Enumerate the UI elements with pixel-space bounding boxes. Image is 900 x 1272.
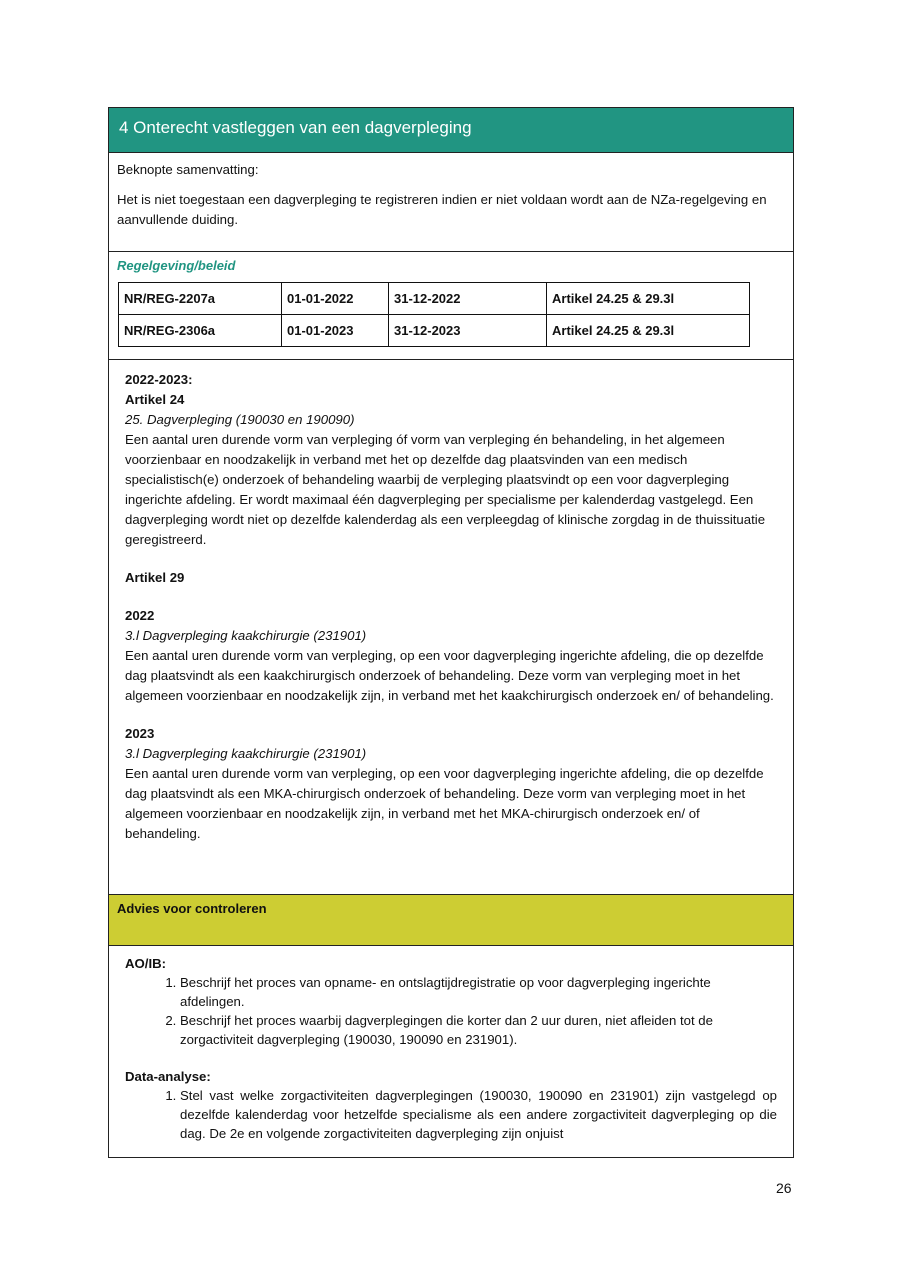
table-cell: 31-12-2023 bbox=[389, 315, 547, 347]
regulation-title: Regelgeving/beleid bbox=[117, 258, 236, 273]
year-2022-subheading: 3.l Dagverpleging kaakchirurgie (231901) bbox=[125, 628, 367, 643]
table-cell: 31-12-2022 bbox=[389, 283, 547, 315]
table-row bbox=[119, 315, 750, 347]
regulation-section bbox=[109, 252, 793, 360]
year-2023-subheading: 3.l Dagverpleging kaakchirurgie (231901) bbox=[125, 746, 367, 761]
regulation-table bbox=[118, 282, 750, 347]
page-number: 26 bbox=[776, 1180, 792, 1196]
article-24-heading: Artikel 24 bbox=[125, 392, 185, 407]
regulation-text-section bbox=[109, 360, 793, 895]
summary-text: Het is niet toegestaan een dagverpleging te registreren indien er niet voldaan wordt aan de NZa-regelgeving en aanvullende duiding. bbox=[117, 192, 767, 227]
table-cell: 01-01-2023 bbox=[282, 315, 389, 347]
section-title: 4 Onterecht vastleggen van een dagverpleging bbox=[109, 108, 793, 153]
list-item: 1. Beschrijf het proces van opname- en ontslagtijdregistratie op voor dagverpleging ingerichte afdelingen. bbox=[180, 973, 777, 1011]
aoib-list bbox=[125, 973, 777, 1049]
list-item: 2. Beschrijf het proces waarbij dagverplegingen die korter dan 2 uur duren, niet afleiden tot de zorgactiviteit dagverpleging (190030, 190090 en 231901). bbox=[180, 1011, 777, 1049]
table-cell: NR/REG-2306a bbox=[119, 315, 282, 347]
table-cell: Artikel 24.25 & 29.3l bbox=[547, 283, 750, 315]
year-2022-text: Een aantal uren durende vorm van verpleging, op een voor dagverpleging ingerichte afdeling, die op dezelfde dag plaatsvindt als een kaakchirurgisch onderzoek of behandeling. Deze vorm van verpleging moet in het algemeen voorzienbaar en noodzakelijk zijn, in verband met het kaakchirurgisch onderzoek en/ of behandeling. bbox=[125, 648, 774, 703]
table-row bbox=[119, 283, 750, 315]
year-2023-text: Een aantal uren durende vorm van verpleging, op een voor dagverpleging ingerichte afdeling, die op dezelfde dag plaatsvindt als een MKA-chirurgisch onderzoek of behandeling. Deze vorm van verpleging moet in het algemeen voorzienbaar en noodzakelijk zijn, in verband met het MKA-chirurgisch onderzoek en/ of behandeling. bbox=[125, 766, 764, 841]
article-24-subheading: 25. Dagverpleging (190030 en 190090) bbox=[125, 412, 355, 427]
year-2023-label: 2023 bbox=[125, 726, 155, 741]
article-24-text: Een aantal uren durende vorm van verpleging óf vorm van verpleging én behandeling, in het algemeen voorzienbaar en noodzakelijk in verband met het op dezelfde dag plaatsvinden van een medisch specialistisch(e) onderzoek of behandeling waarbij de verpleging plaatsvindt op een voor dagverpleging ingerichte afdeling. Er wordt maximaal één dagverpleging per specialisme per kalenderdag vastgelegd. Een dagverpleging wordt niet op dezelfde kalenderdag als een verpleegdag of klinische zorgdag in de thuissituatie geregistreerd. bbox=[125, 432, 766, 547]
years-label: 2022-2023: bbox=[125, 372, 193, 387]
advice-section bbox=[109, 946, 793, 1157]
data-analysis-label: Data-analyse: bbox=[125, 1069, 211, 1084]
table-cell: 01-01-2022 bbox=[282, 283, 389, 315]
aoib-label: AO/IB: bbox=[125, 956, 167, 971]
data-analysis-list bbox=[125, 1086, 777, 1143]
advice-header: Advies voor controleren bbox=[109, 895, 793, 946]
table-cell: Artikel 24.25 & 29.3l bbox=[547, 315, 750, 347]
summary-section bbox=[109, 153, 793, 252]
summary-label: Beknopte samenvatting: bbox=[117, 162, 259, 177]
case-table bbox=[108, 107, 794, 1158]
article-29-heading: Artikel 29 bbox=[125, 570, 185, 585]
table-cell: NR/REG-2207a bbox=[119, 283, 282, 315]
list-item: 1. Stel vast welke zorgactiviteiten dagverplegingen (190030, 190090 en 231901) zijn vastgelegd op dezelfde kalenderdag voor hetzelfde specialisme als een andere zorgactiviteit dagverpleging op die dag. De 2e en volgende zorgactiviteiten dagverpleging zijn onjuist bbox=[180, 1086, 777, 1143]
year-2022-label: 2022 bbox=[125, 608, 155, 623]
